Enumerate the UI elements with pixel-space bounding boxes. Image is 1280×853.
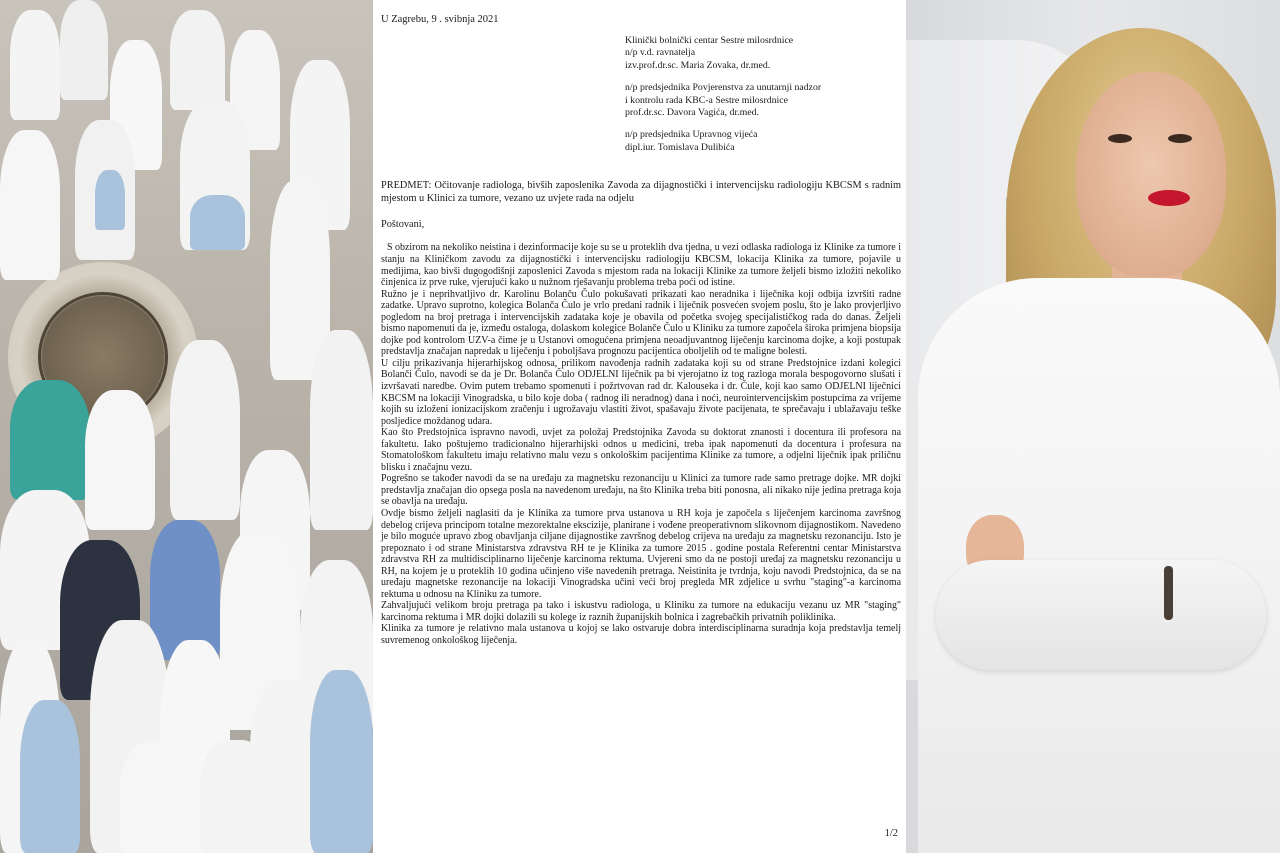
addressee-line: n/p v.d. ravnatelja xyxy=(625,47,696,59)
letter-paragraph: Ružno je i neprihvatljivo dr. Karolinu Bolanču Čulo pokušavati prikazati kao neradnika i liječnika koji odbija izvršiti radne zadatke. Upravo suprotno, kolegica Bolanča Čulo je vrlo predani radnik i liječnik posvećen svojem poslu, što je lako provjerljivo pogledom na broj pretraga i intervencijskih zadataka koje je obavila od početka svojeg specijalističkog rada do danas. Željeli bismo napomenuti da je, između ostaloga, dolaskom kolegice Bolanče Čulo u Kliniku za tumore započela široka primjena biopsija dojke pod kontrolom UZV-a čime je u Ustanovi omogućena primjena neoadjuvantnog liječenju karcinoma dojke, a koji postupak predstavlja značajan napredak u liječenju i poboljšava prognozu pacijentica oboljelih od te maligne bolesti. xyxy=(381,288,901,358)
addressee-line: Klinički bolnički centar Sestre milosrdnice xyxy=(625,35,794,46)
addressee-line: prof.dr.sc. Davora Vagića, dr.med. xyxy=(625,107,759,119)
letter-date: U Zagrebu, 9 . svibnja 2021 xyxy=(381,14,499,25)
page-number: 1/2 xyxy=(884,828,898,839)
addressee-block xyxy=(625,82,901,119)
crowd-photo xyxy=(0,0,373,853)
letter-body xyxy=(381,242,901,646)
letter-paragraph: Ovdje bismo željeli naglasiti da je Klinika za tumore prva ustanova u RH koja je započela s liječenjem karcinoma završnog debelog crijeva principom totalne mezorektalne ekscizije, planirane i vođene preoperativnom slikovnom dijagnostikom. Navedeno je bilo moguće upravo zbog obavljanja ciljane dijagnostike završnog debelog crijeva na uređaju za magnetsku rezonanciju. Isto je prepoznato i od strane Ministarstva zdravstva RH te je Klinika za tumore 2015 . godine postala Referentni centar Ministarstva zdravstva RH za multidisciplinarno liječenje karcinoma rektuma. Uvjereni smo da ne postoji uređaj za magnetsku rezonanciju u RH, na kojem je u proteklih 10 godina učinjeno više navedenih pretraga. Neistinita je tvrdnja, koju navodi Predstojnica, da se na uređaju magnetske rezonancije na lokaciji Vinogradska učini veći broj pregleda MR zdjelice u svrhu "staging"-a karcinoma rektuma u odnosu na Kliniku za tumore. xyxy=(381,508,901,600)
addressee-block xyxy=(625,129,901,154)
lips xyxy=(1148,190,1190,206)
bracelet xyxy=(1164,566,1173,620)
eye xyxy=(1108,134,1132,143)
crossed-arms xyxy=(936,560,1266,670)
face xyxy=(1076,72,1226,277)
letter-paragraph: Klinika za tumore je relativno mala ustanova u kojoj se lako ostvaruje dobra interdisciplinarna suradnja koja predstavlja temelj suvremenog onkološkog liječenja. xyxy=(381,623,901,647)
addressee-line: i kontrolu rada KBC-a Sestre milosrdnice xyxy=(625,94,788,106)
addressee-block xyxy=(625,35,901,72)
letter-document xyxy=(373,0,906,853)
addressee-line: n/p predsjednika Upravnog vijeća xyxy=(625,129,758,141)
letter-subject: PREDMET: Očitovanje radiologa, bivših zaposlenika Zavoda za dijagnostički i intervencijsku radiologiju KBCSM s radnim mjestom u Klinici za tumore, vezano uz uvjete rada na odjelu xyxy=(381,180,901,204)
addressee-line: izv.prof.dr.sc. Maria Zovaka, dr.med. xyxy=(625,59,771,71)
letter-greeting: Poštovani, xyxy=(381,219,425,231)
portrait-photo xyxy=(906,0,1280,853)
eye xyxy=(1168,134,1192,143)
letter-paragraph: Zahvaljujući velikom broju pretraga pa tako i iskustvu radiologa, u Kliniku za tumore na edukaciju vezanu uz MR "staging" karcinoma rektuma i MR dojki dolazili su kolege iz raznih županijskih bolnica i zagrebačkih privatnih poliklinika. xyxy=(381,600,901,623)
letter-paragraph: Pogrešno se također navodi da se na uređaju za magnetsku rezonanciju u Klinici za tumore rade samo pretrage dojke. MR dojki predstavlja značajan dio opsega posla na navedenom uređaju, na što Klinika treba biti ponosna, ali nikako nije jedina pretraga koja se obavlja na uređaju. xyxy=(381,473,901,508)
addressee-line: dipl.iur. Tomislava Dulibića xyxy=(625,141,735,153)
addressee-line: n/p predsjednika Povjerenstva za unutarnji nadzor xyxy=(625,82,822,94)
letter-paragraph: Kao što Predstojnica ispravno navodi, uvjet za položaj Predstojnika Zavoda su doktorat znanosti i docentura ili profesora na fakultetu. Iako poštujemo tradicionalno hijerarhijski odnos u medicini, treba ipak napomenuti da docentura i profesura na Stomatološkom fakultetu imaju relativno malu vezu s onkološkim pacijentima Klinike za tumore, a odjelni liječnik ipak priličnu blisku i značajnu vezu. xyxy=(381,427,901,473)
letter-paragraph: S obzirom na nekoliko neistina i dezinformacije koje su se u proteklih dva tjedna, u vezi odlaska radiologa iz Klinike za tumore i stanju na Kliničkom zavodu za dijagnostički i intervencijsku radiologiju KBCSM, lokacija Klinika za tumore, pojavile u medijima, kao bivši dugogodišnji zaposlenici Zavoda s mjestom rada na lokaciji Klinike za tumore željeli bismo izložiti nekoliko činjenica iz prve ruke, vjerujući kako u nužnom rješavanju problema treba poći od istine. xyxy=(381,242,901,289)
addressee-list xyxy=(625,35,901,154)
letter-paragraph: U cilju prikazivanja hijerarhijskog odnosa, prilikom navođenja radnih zadataka koji su od strane Predstojnice izdani kolegici Bolanči Čulo, navodi se da je Dr. Bolanča Čulo ODJELNI liječnik pa bi vjerojatno iz tog razloga morala bespogovorno slušati i izvršavati naredbe. Ovim putem trebamo spomenuti i požrtvovan rad dr. Kalouseka i dr. Čule, koji kao samo ODJELNI liječnici KBCSM na lokaciji Vinogradska, u bilo koje doba ( radnog ili neradnog) dana i noći, neurointervencijskim postupcima za vrijeme kojih su izloženi ionizacijskom zračenju i ugrožavaju vlastiti život, spašavaju živote pacijenata, te sprečavaju i ublažavaju teške posljedice moždanog udara. xyxy=(381,357,901,427)
